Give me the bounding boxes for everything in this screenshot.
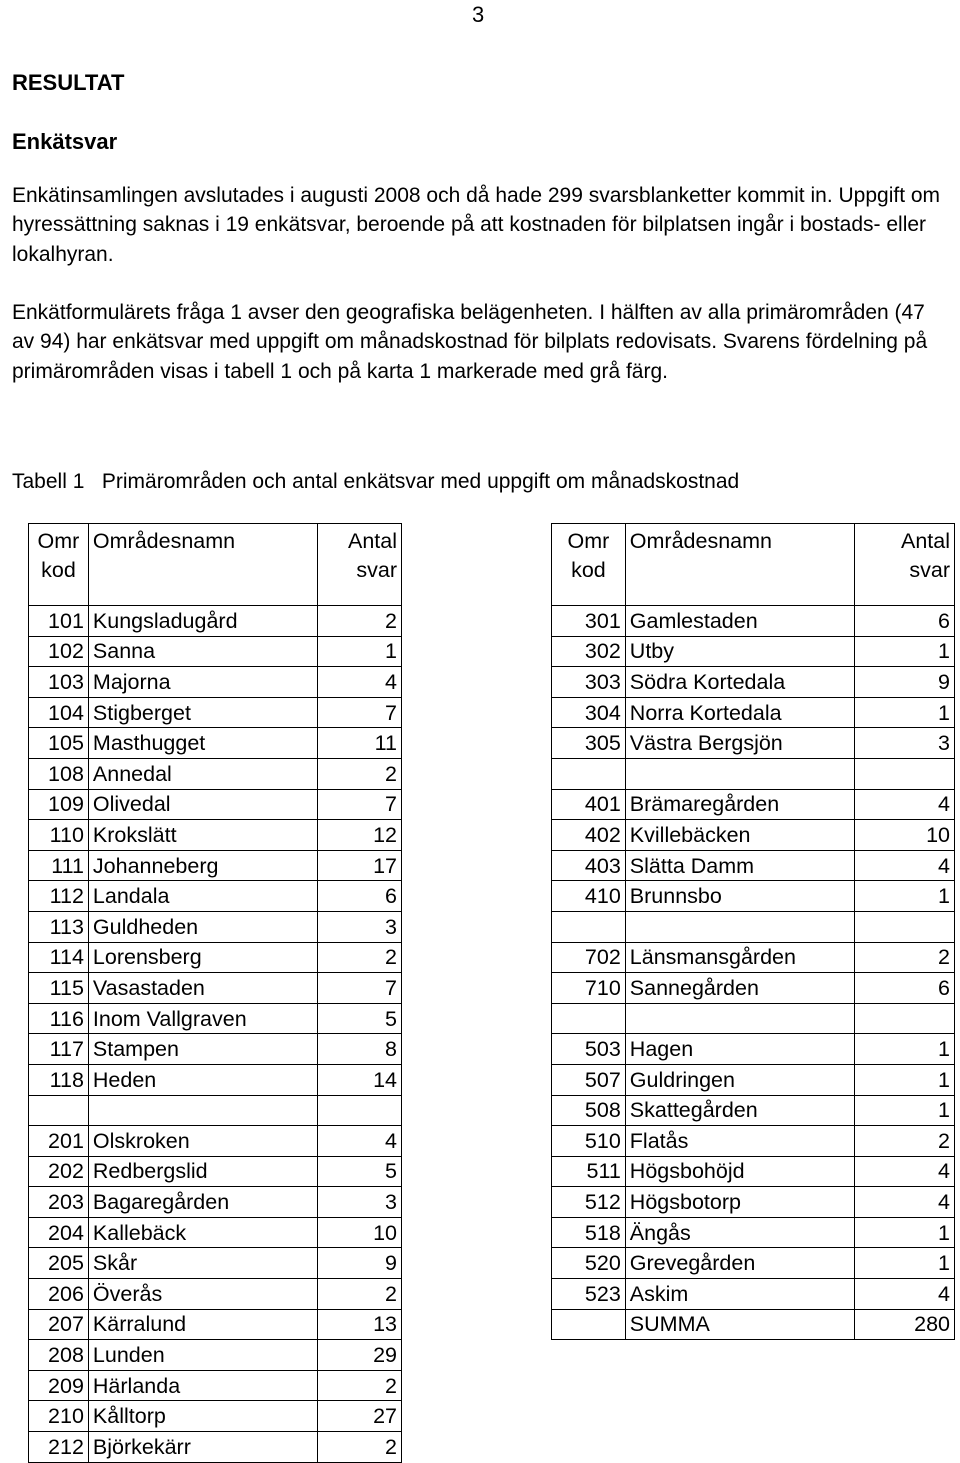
response-count: 2 — [318, 606, 402, 637]
table-right — [551, 523, 955, 1340]
area-code: 117 — [29, 1034, 89, 1065]
area-name: Lunden — [88, 1340, 317, 1371]
area-name: Brunnsbo — [625, 881, 855, 912]
table-row — [29, 1217, 402, 1248]
area-name: SUMMA — [625, 1309, 855, 1340]
response-count — [318, 1095, 402, 1126]
area-name: Västra Bergsjön — [625, 728, 855, 759]
area-name: Kungsladugård — [88, 606, 317, 637]
area-name: Slätta Damm — [625, 850, 855, 881]
area-code: 113 — [29, 911, 89, 942]
response-count: 1 — [855, 1248, 955, 1279]
area-code: 204 — [29, 1217, 89, 1248]
table-row — [29, 1003, 402, 1034]
area-name: Olivedal — [88, 789, 317, 820]
table-row — [29, 789, 402, 820]
area-code: 508 — [552, 1095, 626, 1126]
table-row — [29, 1309, 402, 1340]
response-count: 11 — [318, 728, 402, 759]
area-name: Askim — [625, 1279, 855, 1310]
area-code: 511 — [552, 1156, 626, 1187]
area-code: 523 — [552, 1279, 626, 1310]
response-count: 12 — [318, 820, 402, 851]
table-row — [552, 1248, 955, 1279]
table-row — [552, 1156, 955, 1187]
response-count: 3 — [318, 911, 402, 942]
response-count: 5 — [318, 1156, 402, 1187]
response-count: 10 — [855, 820, 955, 851]
table-row — [552, 1064, 955, 1095]
area-code: 116 — [29, 1003, 89, 1034]
response-count: 27 — [318, 1401, 402, 1432]
area-code: 410 — [552, 881, 626, 912]
area-name: Kålltorp — [88, 1401, 317, 1432]
table-row — [29, 1340, 402, 1371]
area-code: 105 — [29, 728, 89, 759]
area-code: 507 — [552, 1064, 626, 1095]
area-code — [552, 758, 626, 789]
response-count: 1 — [855, 1064, 955, 1095]
table-row — [29, 1248, 402, 1279]
area-code — [29, 1095, 89, 1126]
header-code: Omr kod — [29, 524, 89, 606]
area-code: 102 — [29, 636, 89, 667]
area-name: Kärralund — [88, 1309, 317, 1340]
table-row — [29, 1034, 402, 1065]
response-count — [855, 911, 955, 942]
area-code: 108 — [29, 758, 89, 789]
area-name: Södra Kortedala — [625, 667, 855, 698]
response-count: 1 — [855, 1217, 955, 1248]
table-row — [29, 1126, 402, 1157]
area-name: Stampen — [88, 1034, 317, 1065]
table-row — [29, 1187, 402, 1218]
table-header-row — [29, 524, 402, 606]
area-name: Kallebäck — [88, 1217, 317, 1248]
table-right-body — [552, 606, 955, 1340]
area-name: Hagen — [625, 1034, 855, 1065]
area-name: Gamlestaden — [625, 606, 855, 637]
area-name: Redbergslid — [88, 1156, 317, 1187]
table-row — [552, 697, 955, 728]
page-number: 3 — [472, 2, 485, 27]
table-row — [552, 1187, 955, 1218]
section-subheading: Enkätsvar — [12, 129, 118, 154]
area-code: 208 — [29, 1340, 89, 1371]
table-caption: Tabell 1 Primärområden och antal enkätsvar med uppgift om månadskostnad — [12, 470, 740, 493]
area-code — [552, 1003, 626, 1034]
area-code: 401 — [552, 789, 626, 820]
area-name: Härlanda — [88, 1370, 317, 1401]
table-row — [552, 1217, 955, 1248]
response-count: 2 — [318, 942, 402, 973]
response-count: 4 — [855, 1156, 955, 1187]
area-code: 118 — [29, 1064, 89, 1095]
table-row — [29, 1432, 402, 1463]
table-row — [29, 758, 402, 789]
area-name: Stigberget — [88, 697, 317, 728]
response-count: 7 — [318, 789, 402, 820]
response-count: 2 — [318, 1370, 402, 1401]
response-count: 3 — [318, 1187, 402, 1218]
area-name: Majorna — [88, 667, 317, 698]
response-count: 2 — [318, 1432, 402, 1463]
table-row — [552, 973, 955, 1004]
table-row — [29, 636, 402, 667]
area-code: 305 — [552, 728, 626, 759]
area-code: 520 — [552, 1248, 626, 1279]
area-code: 512 — [552, 1187, 626, 1218]
table-row — [29, 1095, 402, 1126]
area-code: 209 — [29, 1370, 89, 1401]
table-row — [552, 1126, 955, 1157]
table-row — [29, 1401, 402, 1432]
area-name: Guldheden — [88, 911, 317, 942]
area-name: Guldringen — [625, 1064, 855, 1095]
area-code: 103 — [29, 667, 89, 698]
area-code: 203 — [29, 1187, 89, 1218]
table-row — [29, 1279, 402, 1310]
area-code: 503 — [552, 1034, 626, 1065]
area-code: 206 — [29, 1279, 89, 1310]
area-name: Vasastaden — [88, 973, 317, 1004]
response-count: 7 — [318, 697, 402, 728]
response-count: 14 — [318, 1064, 402, 1095]
area-name: Masthugget — [88, 728, 317, 759]
area-code: 303 — [552, 667, 626, 698]
area-name: Flatås — [625, 1126, 855, 1157]
area-name: Inom Vallgraven — [88, 1003, 317, 1034]
response-count: 4 — [855, 850, 955, 881]
response-count: 6 — [855, 606, 955, 637]
table-row — [29, 820, 402, 851]
table-row — [29, 667, 402, 698]
area-name: Överås — [88, 1279, 317, 1310]
table-left — [28, 523, 402, 1463]
response-count: 4 — [855, 789, 955, 820]
table-row — [552, 728, 955, 759]
table-row — [552, 850, 955, 881]
response-count: 6 — [855, 973, 955, 1004]
response-count: 4 — [318, 667, 402, 698]
area-code: 304 — [552, 697, 626, 728]
response-count: 1 — [855, 697, 955, 728]
table-row — [29, 911, 402, 942]
header-count: Antal svar — [855, 524, 955, 606]
table-row — [29, 942, 402, 973]
response-count: 7 — [318, 973, 402, 1004]
table-row — [552, 881, 955, 912]
area-code: 201 — [29, 1126, 89, 1157]
area-name: Skår — [88, 1248, 317, 1279]
area-code — [552, 1309, 626, 1340]
table-row — [29, 881, 402, 912]
response-count: 9 — [318, 1248, 402, 1279]
response-count: 17 — [318, 850, 402, 881]
response-count: 4 — [855, 1187, 955, 1218]
response-count: 2 — [318, 1279, 402, 1310]
area-name: Högsbotorp — [625, 1187, 855, 1218]
area-name — [625, 911, 855, 942]
area-name: Utby — [625, 636, 855, 667]
table-row — [29, 728, 402, 759]
header-code: Omr kod — [552, 524, 626, 606]
table-row — [29, 850, 402, 881]
area-name: Johanneberg — [88, 850, 317, 881]
response-count: 8 — [318, 1034, 402, 1065]
table-row — [29, 973, 402, 1004]
response-count: 1 — [855, 881, 955, 912]
response-count: 1 — [318, 636, 402, 667]
area-name: Annedal — [88, 758, 317, 789]
area-code: 104 — [29, 697, 89, 728]
area-code: 710 — [552, 973, 626, 1004]
area-name: Bagaregården — [88, 1187, 317, 1218]
table-row — [29, 697, 402, 728]
table-row — [552, 911, 955, 942]
response-count: 4 — [855, 1279, 955, 1310]
area-name: Skattegården — [625, 1095, 855, 1126]
response-count: 13 — [318, 1309, 402, 1340]
table-row — [29, 1370, 402, 1401]
area-code: 114 — [29, 942, 89, 973]
area-name: Länsmansgården — [625, 942, 855, 973]
area-code: 101 — [29, 606, 89, 637]
table-row — [552, 667, 955, 698]
response-count: 280 — [855, 1309, 955, 1340]
table-row — [29, 1064, 402, 1095]
table-row — [552, 820, 955, 851]
table-row — [552, 1034, 955, 1065]
area-code: 115 — [29, 973, 89, 1004]
area-name: Norra Kortedala — [625, 697, 855, 728]
area-code: 702 — [552, 942, 626, 973]
response-count: 1 — [855, 1095, 955, 1126]
area-code: 202 — [29, 1156, 89, 1187]
area-name: Kvillebäcken — [625, 820, 855, 851]
response-count: 1 — [855, 1034, 955, 1065]
table-header-row — [552, 524, 955, 606]
response-count: 10 — [318, 1217, 402, 1248]
area-name: Landala — [88, 881, 317, 912]
response-count: 1 — [855, 636, 955, 667]
response-count: 9 — [855, 667, 955, 698]
area-code: 111 — [29, 850, 89, 881]
area-name: Sannegården — [625, 973, 855, 1004]
table-row — [29, 1156, 402, 1187]
table-row — [552, 942, 955, 973]
area-name: Björkekärr — [88, 1432, 317, 1463]
response-count: 2 — [318, 758, 402, 789]
table-row — [552, 636, 955, 667]
response-count: 4 — [318, 1126, 402, 1157]
paragraph-1: Enkätinsamlingen avslutades i augusti 2008 och då hade 299 svarsblanketter kommit in. Uppgift om hyressättning saknas i 19 enkätsvar, beroende på att kostnaden för bilplatsen ingår i bostads- eller lokalhyran. — [12, 184, 941, 266]
header-name: Områdesnamn — [625, 524, 855, 606]
header-name: Områdesnamn — [88, 524, 317, 606]
response-count: 6 — [318, 881, 402, 912]
response-count: 5 — [318, 1003, 402, 1034]
area-name: Högsbohöjd — [625, 1156, 855, 1187]
area-code: 518 — [552, 1217, 626, 1248]
area-name — [88, 1095, 317, 1126]
table-row — [552, 606, 955, 637]
area-code: 302 — [552, 636, 626, 667]
area-code: 212 — [29, 1432, 89, 1463]
header-count: Antal svar — [318, 524, 402, 606]
area-code: 403 — [552, 850, 626, 881]
area-name: Ängås — [625, 1217, 855, 1248]
response-count — [855, 1003, 955, 1034]
paragraph-2: Enkätformulärets fråga 1 avser den geografiska belägenheten. I hälften av alla primärområden (47 av 94) har enkätsvar med uppgift om månadskostnad för bilplats redovisats. Svarens fördelning på primärområden visas i tabell 1 och på karta 1 markerade med grå färg. — [12, 301, 928, 383]
section-heading: RESULTAT — [12, 70, 125, 95]
table-row — [552, 1095, 955, 1126]
area-code: 110 — [29, 820, 89, 851]
area-code: 109 — [29, 789, 89, 820]
table-row — [552, 789, 955, 820]
area-name: Krokslätt — [88, 820, 317, 851]
response-count: 2 — [855, 942, 955, 973]
area-code: 402 — [552, 820, 626, 851]
response-count — [855, 758, 955, 789]
area-name — [625, 758, 855, 789]
area-code: 205 — [29, 1248, 89, 1279]
response-count: 3 — [855, 728, 955, 759]
area-name: Heden — [88, 1064, 317, 1095]
area-code: 207 — [29, 1309, 89, 1340]
area-name: Olskroken — [88, 1126, 317, 1157]
response-count: 2 — [855, 1126, 955, 1157]
table-row — [552, 1309, 955, 1340]
table-row — [552, 1003, 955, 1034]
area-code: 112 — [29, 881, 89, 912]
area-name: Sanna — [88, 636, 317, 667]
area-name: Lorensberg — [88, 942, 317, 973]
area-code: 210 — [29, 1401, 89, 1432]
area-code: 301 — [552, 606, 626, 637]
area-name: Brämaregården — [625, 789, 855, 820]
area-name — [625, 1003, 855, 1034]
area-code — [552, 911, 626, 942]
area-name: Grevegården — [625, 1248, 855, 1279]
table-left-body — [29, 606, 402, 1463]
table-row — [552, 1279, 955, 1310]
table-row — [29, 606, 402, 637]
area-code: 510 — [552, 1126, 626, 1157]
table-row — [552, 758, 955, 789]
response-count: 29 — [318, 1340, 402, 1371]
